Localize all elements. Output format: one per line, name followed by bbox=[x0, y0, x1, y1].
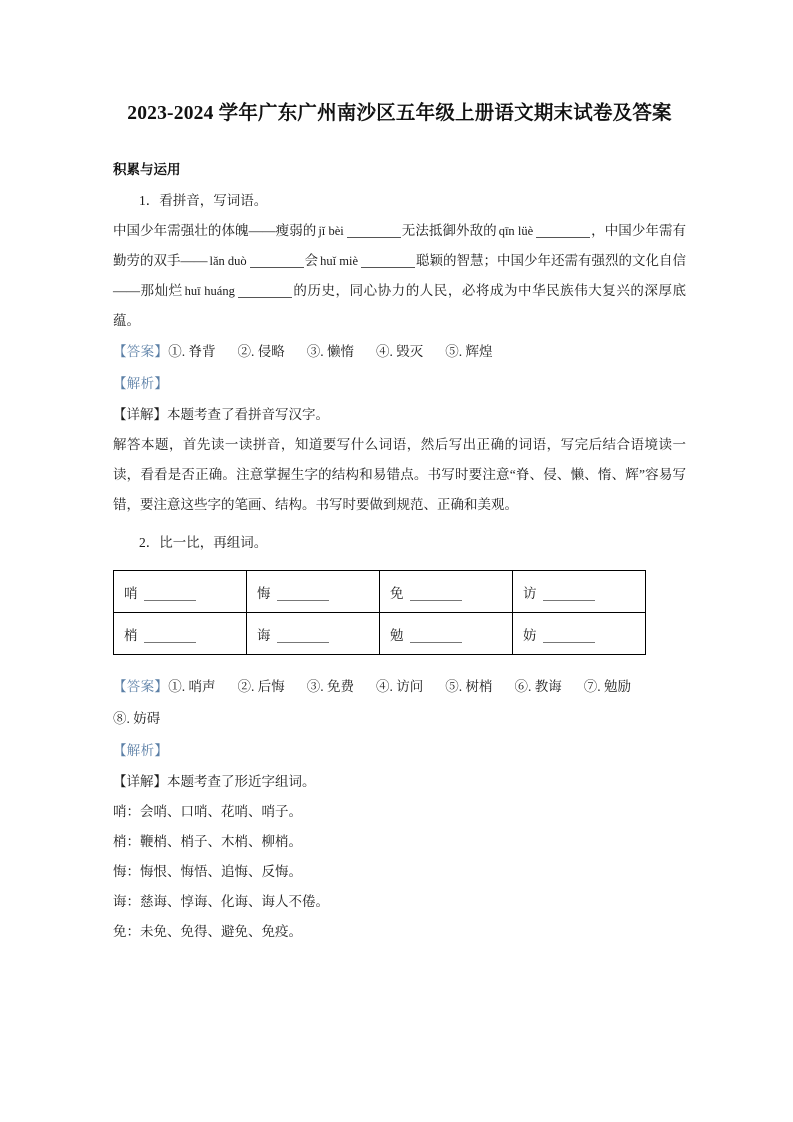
detail-line: 悔：悔恨、悔悟、追悔、反悔。 bbox=[113, 864, 302, 879]
document-content bbox=[113, 96, 686, 947]
table-cell bbox=[114, 613, 247, 655]
pinyin-ji-bei: jǐ bèi bbox=[318, 224, 344, 238]
answer-blank-2 bbox=[536, 237, 590, 238]
answer-item: ⑦. 勉励 bbox=[583, 679, 631, 694]
cell-blank bbox=[144, 642, 196, 643]
answer-item: ⑤. 辉煌 bbox=[445, 344, 493, 359]
answer-label: 【答案】 bbox=[113, 344, 169, 359]
cell-char: 勉 bbox=[390, 627, 404, 643]
table-cell bbox=[247, 613, 380, 655]
detail-text: 本题考查了形近字组词。 bbox=[167, 774, 316, 789]
answer-item: ②. 侵略 bbox=[237, 344, 285, 359]
question-2-prompt: 2．比一比，再组词。 bbox=[139, 535, 268, 550]
detail-line: 免：未免、免得、避免、免疫。 bbox=[113, 924, 302, 939]
section-heading: 积累与运用 bbox=[113, 162, 181, 177]
answer-item: ②. 后悔 bbox=[237, 679, 285, 694]
answer-item: ⑧. 妨碍 bbox=[113, 711, 161, 726]
question-2-answer-row bbox=[113, 671, 686, 735]
question-2-detail bbox=[113, 767, 686, 797]
detail-label: 【详解】 bbox=[113, 774, 167, 789]
detail-line: 哨：会哨、口哨、花哨、哨子。 bbox=[113, 804, 302, 819]
compare-words-table bbox=[113, 570, 646, 655]
answer-item: ④. 毁灭 bbox=[375, 344, 424, 359]
question-1-passage bbox=[113, 216, 686, 336]
question-1-detail bbox=[113, 400, 686, 430]
answer-blank-1 bbox=[347, 237, 401, 238]
cell-blank bbox=[410, 600, 462, 601]
cell-blank bbox=[410, 642, 462, 643]
cell-char: 诲 bbox=[257, 627, 271, 643]
table-cell bbox=[513, 613, 646, 655]
cell-char: 妨 bbox=[523, 627, 537, 643]
answer-blank-3 bbox=[250, 267, 304, 268]
answer-item: ④. 访问 bbox=[375, 679, 424, 694]
cell-blank bbox=[277, 600, 329, 601]
question-1-detail-body: 解答本题，首先读一读拼音，知道要写什么词语，然后写出正确的词语，写完后结合语境读一读，看看是否正确。注意掌握生字的结构和易错点。书写时要注意“脊、侵、懒、惰、辉”容易写错，要注意这些字的笔画、结构。书写时要做到规范、正确和美观。 bbox=[113, 437, 686, 512]
table-row bbox=[114, 571, 646, 613]
answer-item: ③. 免费 bbox=[306, 679, 354, 694]
detail-line: 梢：鞭梢、梢子、木梢、柳梢。 bbox=[113, 834, 302, 849]
cell-char: 访 bbox=[523, 585, 537, 601]
answer-item: ①. 哨声 bbox=[168, 679, 216, 694]
answer-blank-4 bbox=[361, 267, 415, 268]
question-1-answer-row bbox=[113, 336, 686, 368]
detail-line: 诲：慈诲、惇诲、化诲、诲人不倦。 bbox=[113, 894, 329, 909]
passage-seg-5: 聪颖的智慧；中国少年还需有强烈的文化自信——那灿烂 bbox=[113, 253, 686, 298]
answer-blank-5 bbox=[238, 297, 292, 298]
answer-item: ①. 脊背 bbox=[168, 344, 216, 359]
pinyin-hui-mie: huǐ miè bbox=[320, 254, 358, 268]
passage-seg-2: 无法抵御外敌的 bbox=[401, 223, 497, 238]
passage-seg-4: 会 bbox=[304, 253, 319, 268]
cell-blank bbox=[543, 600, 595, 601]
detail-label: 【详解】 bbox=[113, 407, 167, 422]
cell-blank bbox=[144, 600, 196, 601]
pinyin-lan-duo: lǎn duò bbox=[209, 254, 247, 268]
spacer bbox=[113, 661, 686, 671]
table-cell bbox=[513, 571, 646, 613]
cell-blank bbox=[543, 642, 595, 643]
table-row bbox=[114, 613, 646, 655]
detail-text: 本题考查了看拼音写汉字。 bbox=[167, 407, 329, 422]
answer-label: 【答案】 bbox=[113, 679, 169, 694]
pinyin-hui-huang: huī huáng bbox=[184, 284, 235, 298]
cell-char: 梢 bbox=[124, 627, 138, 643]
passage-seg-3: ，中国少年需有勤劳的双手—— bbox=[113, 223, 687, 268]
cell-char: 悔 bbox=[257, 585, 271, 601]
cell-blank bbox=[277, 642, 329, 643]
cell-char: 免 bbox=[390, 585, 404, 601]
passage-seg-1: 中国少年需强壮的体魄——瘦弱的 bbox=[113, 223, 317, 238]
table-cell bbox=[114, 571, 247, 613]
answer-item: ⑤. 树梢 bbox=[445, 679, 493, 694]
passage-seg-6: 的历史，同心协力的人民，必将成为中华民族伟大复兴的深厚底蕴。 bbox=[113, 283, 686, 328]
answer-item: ⑥. 教诲 bbox=[514, 679, 562, 694]
question-1-analysis-label: 【解析】 bbox=[113, 376, 169, 391]
table-cell bbox=[380, 613, 513, 655]
page-title: 2023-2024 学年广东广州南沙区五年级上册语文期末试卷及答案 bbox=[127, 103, 672, 124]
cell-char: 哨 bbox=[124, 585, 138, 601]
table-cell bbox=[247, 571, 380, 613]
question-1-prompt: 1．看拼音，写词语。 bbox=[139, 193, 268, 208]
question-2-analysis-label: 【解析】 bbox=[113, 743, 169, 758]
pinyin-qin-lue: qīn lüè bbox=[498, 224, 534, 238]
table-cell bbox=[380, 571, 513, 613]
answer-item: ③. 懒惰 bbox=[306, 344, 354, 359]
